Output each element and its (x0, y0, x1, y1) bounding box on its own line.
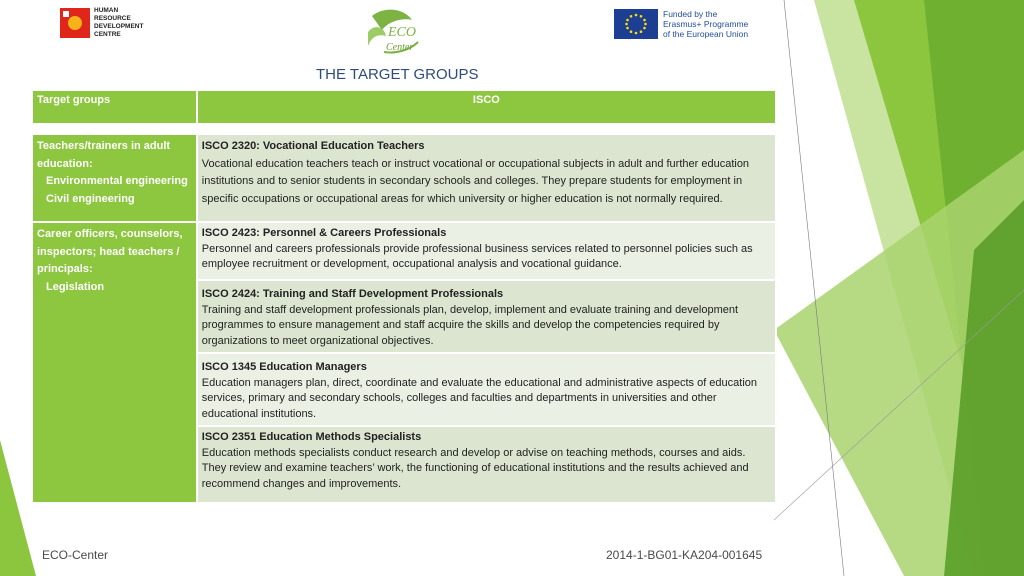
isco-entry-2423 (197, 222, 776, 280)
hrdc-logo-icon (60, 8, 90, 38)
group-label: principals: (37, 263, 93, 275)
header-isco: ISCO (197, 90, 776, 124)
group-subitem: Environmental engineering (46, 175, 188, 187)
isco-entry-desc: Education methods specialists conduct research and develop or advise on teaching methods, courses and aids. They review and examine teachers’ work, the functioning of educational institutions and the results achieved and recommend changes and improvements. (201, 446, 749, 490)
isco-entry-desc: Personnel and careers professionals provide professional business services related to personnel policies such as employee recruitment or development, occupational analysis and vocational guidance. (201, 242, 753, 270)
group-subitem: Legislation (46, 280, 105, 293)
group-label: Career officers, counselors, (37, 228, 183, 240)
group-subitem: Civil engineering (46, 192, 135, 205)
decorative-green-shapes (774, 0, 1024, 576)
eco-center-logo (364, 6, 424, 58)
group-label: education: (37, 157, 93, 170)
isco-entry-desc: Training and staff development professionals plan, develop, implement and evaluate training and development programmes to ensure management and staff acquire the skills and develop the competencies required by organizations to meet organizational objectives. (201, 303, 739, 347)
isco-entry-2320 (197, 134, 776, 222)
isco-entry-desc: Education managers plan, direct, coordinate and evaluate the educational and administrative aspects of education services, primary and secondary schools, colleges and faculties and departments in universities and other educational institutions. (201, 376, 758, 420)
target-groups-table (31, 89, 777, 504)
erasmus-eu-logo (614, 9, 748, 39)
eco-leaf-icon (364, 6, 424, 58)
isco-entry-title: ISCO 2424: Training and Staff Development Professionals (201, 288, 504, 300)
target-group-teachers (32, 134, 197, 222)
footer-left-text: ECO-Center (42, 548, 109, 562)
group-label: Teachers/trainers in adult (37, 140, 171, 152)
isco-entry-2424 (197, 280, 776, 353)
eco-logo-subtext: Center (386, 42, 414, 53)
table-row (32, 134, 776, 222)
isco-entry-2351 (197, 426, 776, 503)
target-group-career-officers (32, 222, 197, 503)
isco-entry-title: ISCO 2320: Vocational Education Teachers (201, 140, 425, 152)
hrdc-logo-text: HUMAN RESOURCE DEVELOPMENT CENTRE (94, 7, 144, 38)
isco-entry-1345 (197, 353, 776, 426)
isco-entry-desc: Vocational education teachers teach or instruct vocational or occupational subjects in adult and further education institutions and to senior students in secondary schools and colleges. They prepare students for employment in specific occupations or occupational areas for which university or higher education is not normally required. (201, 157, 750, 205)
isco-entry-title: ISCO 2351 Education Methods Specialists (201, 431, 422, 443)
eu-flag-icon (614, 9, 658, 39)
footer-project-code: 2014-1-BG01-KA204-001645 (606, 548, 763, 562)
isco-entry-title: ISCO 1345 Education Managers (201, 361, 367, 373)
isco-entry-title: ISCO 2423: Personnel & Careers Professionals (201, 227, 447, 239)
eu-logo-text: Funded by the Erasmus+ Programme of the European Union (663, 9, 749, 39)
eco-logo-text: ECO (388, 25, 416, 40)
table-header-row (32, 90, 776, 124)
table-row (32, 222, 776, 280)
header-target-groups: Target groups (32, 90, 197, 124)
slide-title: THE TARGET GROUPS (316, 66, 479, 83)
hrdc-logo (60, 6, 160, 40)
group-label: inspectors; head teachers / (37, 245, 180, 258)
